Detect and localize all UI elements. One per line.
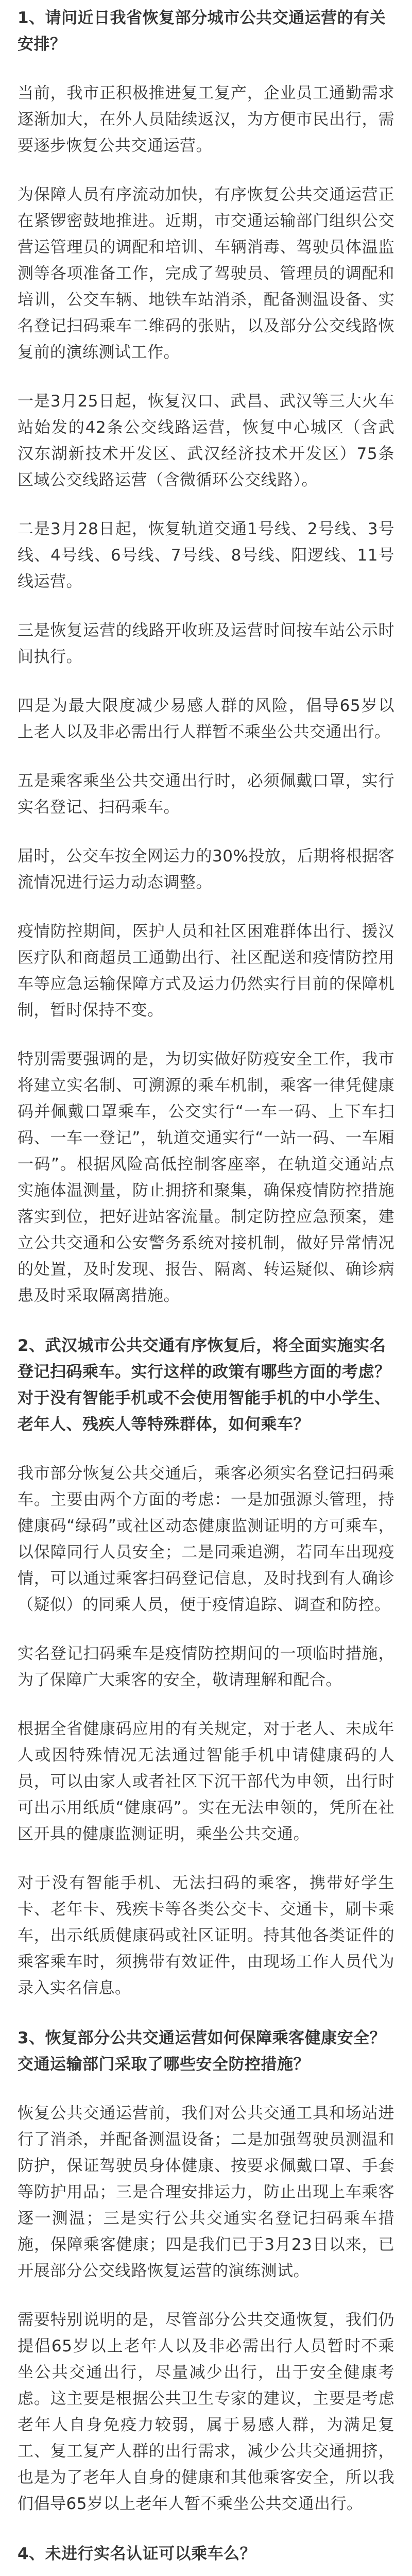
answer-paragraph: 二是3月28日起，恢复轨道交通1号线、2号线、3号线、4号线、6号线、7号线、8号线、阳逻线、11号线运营。 [18, 520, 394, 591]
answer-paragraph: 恢复公共交通运营前，我们对公共交通工具和场站进行了消杀，并配备测温设备；二是加强驾驶员测温和防护，保证驾驶员身体健康、按要求佩戴口罩、手套等防护用品；三是合理安排运力，防止出现上车乘客逐一测温；三是实行公共交通实名登记扫码乘车措施，保障乘客健康；四是我们已于3月23日以来，已开展部分公交线路恢复运营的演练测试。 [18, 2104, 394, 2280]
faq-section [18, 1333, 394, 2002]
answer-paragraph: 我市部分恢复公共交通后，乘客必须实名登记扫码乘车。主要由两个方面的考虑：一是加强源头管理，持健康码“绿码”或社区动态健康监测证明的方可乘车，以保障同行人员安全；二是同乘追溯，若同车出现疫情，可以通过乘客扫码登记信息，及时找到有人确诊（疑似）的同乘人员，便于疫情追踪、调查和防控。 [18, 1464, 394, 1614]
faq-section [18, 2025, 394, 2517]
answer-paragraph: 届时，公交车按全网运力的30%投放，后期将根据客流情况进行运力动态调整。 [18, 847, 394, 892]
question-title: 2、武汉城市公共交通有序恢复后，将全面实施实名登记扫码乘车。实行这样的政策有哪些方面的考虑？对于没有智能手机或不会使用智能手机的中小学生、老年人、残疾人等特殊群体，如何乘车？ [18, 1336, 391, 1434]
answer-paragraph: 对于没有智能手机、无法扫码的乘客，携带好学生卡、老年卡、残疾卡等各类公交卡、交通卡，刷卡乘车，出示纸质健康码或社区证明。持其他各类证件的乘客乘车时，须携带有效证件，由现场工作人员代为录入实名信息。 [18, 1874, 394, 1997]
faq-section [18, 5, 394, 1309]
answer-paragraph: 三是恢复运营的线路开收班及运营时间按车站公示时间执行。 [18, 621, 394, 666]
question-title: 3、恢复部分公共交通运营如何保障乘客健康安全？交通运输部门采取了哪些安全防控措施？ [18, 2029, 386, 2074]
question-title: 1、请问近日我省恢复部分城市公共交通运营的有关安排？ [18, 9, 386, 54]
answer-paragraph: 一是3月25日起，恢复汉口、武昌、武汉等三大火车站始发的42条公交线路运营，恢复中心城区（含武汉东湖新技术开发区、武汉经济技术开发区）75条区域公交线路运营（含微循环公交线路）。 [18, 392, 394, 489]
question-title: 4、未进行实名认证可以乘车么？ [18, 2545, 256, 2563]
answer-paragraph: 当前，我市正积极推进复工复产，企业员工通勤需求逐渐加大，在外人员陆续返汉，为方便市民出行，需要逐步恢复公共交通运营。 [18, 84, 394, 155]
answer-paragraph: 实名登记扫码乘车是疫情防控期间的一项临时措施，为了保障广大乘客的安全，敬请理解和配合。 [18, 1645, 394, 1689]
answer-paragraph: 五是乘客乘坐公共交通出行时，必须佩戴口罩，实行实名登记、扫码乘车。 [18, 772, 394, 817]
answer-paragraph: 需要特别说明的是，尽管部分公共交通恢复，我们仍提倡65岁以上老年人以及非必需出行人员暂时不乘坐公共交通出行，尽量减少出行，出于安全健康考虑。这主要是根据公共卫生专家的建议，主要是考虑老年人自身免疫力较弱，属于易感人群，为满足复工、复工复产人群的出行需求，减少公共交通拥挤，也是为了老年人自身的健康和其他乘客安全，所以我们倡导65岁以上老年人暂不乘坐公共交通出行。 [18, 2311, 394, 2513]
faq-section [18, 2541, 394, 2576]
answer-paragraph: 为保障人员有序流动加快，有序恢复公共交通运营正在紧锣密鼓地推进。近期，市交通运输部门组织公交营运管理员的调配和培训、车辆消毒、驾驶员体温监测等各项准备工作，完成了驾驶员、管理员的调配和培训，公交车辆、地铁车站消杀，配备测温设备、实名登记扫码乘车二维码的张贴，以及部分公交线路恢复前的演练测试工作。 [18, 185, 394, 362]
answer-paragraph: 根据全省健康码应用的有关规定，对于老人、未成年人或因特殊情况无法通过智能手机申请健康码的人员，可以由家人或者社区下沉干部代为申领，出行时可出示用纸质“健康码”。实在无法申领的，凭所在社区开具的健康监测证明，乘坐公共交通。 [18, 1720, 394, 1843]
answer-paragraph: 特别需要强调的是，为切实做好防疫安全工作，我市将建立实名制、可溯源的乘车机制，乘客一律凭健康码并佩戴口罩乘车，公交实行“一车一码、上下车扫码、一车一登记”，轨道交通实行“一站一码、一车厢一码”。根据风险高低控制客座率，在轨道交通站点实施体温测量，防止拥挤和聚集，确保疫情防控措施落实到位，把好进站客流量。制定防控应急预案，建立公共交通和公安警务系统对接机制，做好异常情况的处置，及时发现、报告、隔离、转运疑似、确诊病患及时采取隔离措施。 [18, 1050, 394, 1305]
answer-paragraph: 疫情防控期间，医护人员和社区困难群体出行、援汉医疗队和商超员工通勤出行、社区配送和疫情防控用车等应急运输保障方式及运力仍然实行目前的保障机制，暂时保持不变。 [18, 922, 394, 1020]
answer-paragraph: 四是为最大限度减少易感人群的风险，倡导65岁以上老人以及非必需出行人群暂不乘坐公共交通出行。 [18, 697, 394, 741]
